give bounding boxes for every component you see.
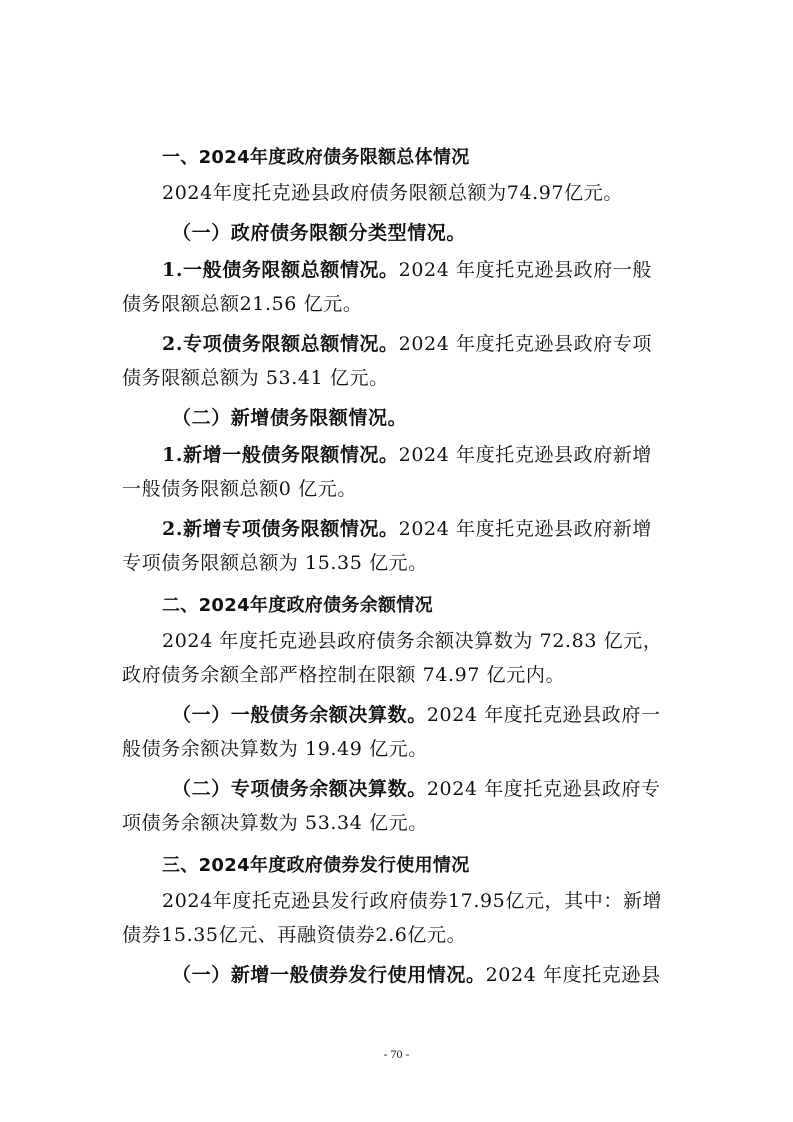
- section-1-sub-1-item-2: [162, 331, 652, 357]
- section-3-intro-cont: 债券15.35亿元、再融资债券2.6亿元。: [122, 924, 467, 946]
- section-2-sub-1: [172, 702, 661, 728]
- section-3-heading: 三、2024年度政府债券发行使用情况: [162, 855, 470, 876]
- sub-text: 2024 年度托克逊县政府一: [426, 704, 661, 726]
- sub-text: 2024 年度托克逊县: [485, 964, 661, 986]
- section-2-sub-2-cont: 项债务余额决算数为 53.34 亿元。: [122, 812, 428, 834]
- section-2-intro-cont: 政府债务余额全部严格控制在限额 74.97 亿元内。: [122, 664, 566, 686]
- section-2-sub-2: [172, 776, 661, 802]
- section-1-sub-2-heading: （二）新增债务限额情况。: [172, 407, 408, 429]
- item-text: 2024 年度托克逊县政府一般: [398, 259, 653, 281]
- section-1-sub-1-item-1-cont: 债务限额总额21.56 亿元。: [122, 293, 363, 315]
- item-text: 2024 年度托克逊县政府新增: [398, 518, 653, 540]
- section-1-sub-1-item-1: [162, 257, 652, 283]
- section-1-heading: 一、2024年度政府债务限额总体情况: [162, 147, 470, 168]
- sub-text: 2024 年度托克逊县政府专: [426, 778, 661, 800]
- item-label: 2.专项债务限额总额情况。: [162, 333, 399, 355]
- section-3-intro: 2024年度托克逊县发行政府债券17.95亿元，其中：新增: [162, 890, 663, 912]
- section-1-intro: 2024年度托克逊县政府债务限额总额为74.97亿元。: [162, 182, 623, 204]
- section-2-heading: 二、2024年度政府债务余额情况: [162, 595, 433, 616]
- item-text: 2024 年度托克逊县政府专项: [398, 333, 653, 355]
- section-2-intro: 2024 年度托克逊县政府债务余额决算数为 72.83 亿元，: [162, 630, 663, 652]
- sub-label: （一）新增一般债券发行使用情况。: [172, 964, 486, 986]
- section-1-sub-2-item-2-cont: 专项债务限额总额为 15.35 亿元。: [122, 552, 428, 574]
- item-text: 2024 年度托克逊县政府新增: [398, 444, 653, 466]
- sub-label: （二）专项债务余额决算数。: [172, 778, 427, 800]
- section-2-sub-1-cont: 般债务余额决算数为 19.49 亿元。: [122, 738, 428, 760]
- item-label: 2.新增专项债务限额情况。: [162, 518, 399, 540]
- item-label: 1.新增一般债务限额情况。: [162, 444, 399, 466]
- section-1-sub-1-item-2-cont: 债务限额总额为 53.41 亿元。: [122, 367, 389, 389]
- section-1-sub-2-item-1: [162, 442, 652, 468]
- item-label: 1.一般债务限额总额情况。: [162, 259, 399, 281]
- section-1-sub-2-item-1-cont: 一般债务限额总额0 亿元。: [122, 478, 357, 500]
- page-number: - 70 -: [383, 1047, 410, 1061]
- section-3-sub-1: [172, 962, 661, 988]
- section-1-sub-2-item-2: [162, 516, 652, 542]
- section-1-sub-1-heading: （一）政府债务限额分类型情况。: [172, 222, 467, 244]
- sub-label: （一）一般债务余额决算数。: [172, 704, 427, 726]
